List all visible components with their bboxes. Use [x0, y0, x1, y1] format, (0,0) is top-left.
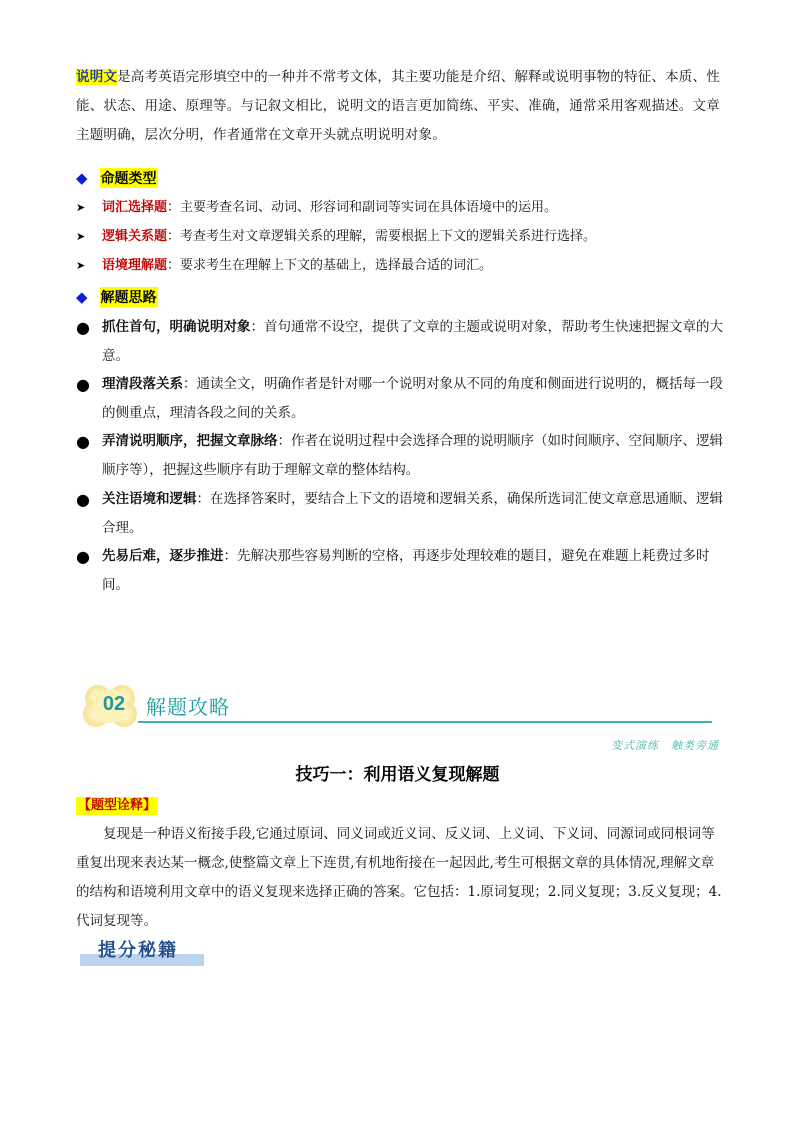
intro-paragraph [76, 63, 726, 150]
diamond-icon: ◆ [76, 168, 88, 187]
item-text: ：主要考查名词、动词、形容词和副词等实词在具体语境中的运用。 [167, 200, 558, 215]
diamond-icon: ◆ [76, 287, 88, 306]
skill-paragraph: 复现是一种语义衔接手段,它通过原词、同义词或近义词、反义词、上义词、下义词、同源词或同根词等重复出现来表达某一概念,使整篇文章上下连贯,有机地衔接在一起因此,考生可根据文章的具体情况,理解文章的结构和语境利用文章中的语义复现来选择正确的答案。它包括：1.原词复现；2.同义复现；3.反义复现；4.代词复现等。 [76, 826, 722, 929]
dot-bullet-icon: ● [76, 318, 90, 337]
list-item [76, 485, 726, 543]
secret-label-text: 提分秘籍 [98, 940, 178, 961]
item-key: 理清段落关系 [102, 376, 183, 392]
item-text: ：在选择答案时，要结合上下文的语境和逻辑关系，确保所选词汇使文章意思通顺、逻辑合理。 [102, 491, 723, 536]
item-text: ：要求考生在理解上下文的基础上，选择最合适的词汇。 [167, 258, 493, 273]
dot-bullet-icon: ● [76, 490, 90, 509]
item-key: 逻辑关系题 [102, 229, 168, 244]
list-item [76, 370, 726, 428]
item-key: 弄清说明顺序，把握文章脉络 [102, 433, 278, 449]
item-text: ：作者在说明过程中会选择合理的说明顺序（如时间顺序、空间顺序、逻辑顺序等），把握这些顺序有助于理解文章的整体结构。 [102, 433, 723, 478]
item-key: 关注语境和逻辑 [102, 491, 197, 507]
arrow-bullet-icon: ➤ [76, 201, 86, 214]
list-item [76, 227, 736, 247]
section-title: 命题类型 [100, 168, 158, 188]
item-text: ：首句通常不设空，提供了文章的主题或说明对象，帮助考生快速把握文章的大意。 [102, 319, 723, 364]
section-header-solving-ideas [76, 287, 158, 307]
item-key: 抓住首句，明确说明对象 [102, 319, 251, 335]
item-key: 词汇选择题 [102, 200, 168, 215]
item-key: 先易后难，逐步推进 [102, 548, 224, 564]
list-item [76, 256, 736, 276]
item-text: ：考查考生对文章逻辑关系的理解，需要根据上下文的逻辑关系进行选择。 [167, 229, 597, 244]
banner-title: 解题攻略 [146, 695, 230, 719]
section-title: 解题思路 [100, 287, 158, 307]
banner-divider [138, 721, 712, 723]
section-header-question-types [76, 168, 158, 188]
list-item [76, 542, 726, 600]
list-item [76, 313, 726, 371]
arrow-bullet-icon: ➤ [76, 230, 86, 243]
arrow-bullet-icon: ➤ [76, 259, 86, 272]
banner-tagline: 变式演练 触类旁通 [611, 739, 719, 752]
banner-number: 02 [102, 693, 126, 715]
item-text: ：通读全文，明确作者是针对哪一个说明对象从不同的角度和侧面进行说明的，概括每一段的侧重点，理清各段之间的关系。 [102, 376, 723, 421]
skill-title: 技巧一：利用语义复现解题 [295, 765, 500, 785]
intro-text: 是高考英语完形填空中的一种并不常考文体，其主要功能是介绍、解释或说明事物的特征、本质、性能、状态、用途、原理等。与记叙文相比，说明文的语言更加简练、平实、准确，通常采用客观描述。文章主题明确，层次分明，作者通常在文章开头就点明说明对象。 [76, 69, 720, 143]
list-item [76, 198, 736, 218]
dot-bullet-icon: ● [76, 432, 90, 451]
dot-bullet-icon: ● [76, 375, 90, 394]
dot-bullet-icon: ● [76, 547, 90, 566]
question-type-tag: 【题型诠释】 [78, 798, 157, 813]
intro-highlight: 说明文 [76, 69, 118, 85]
score-secret-label [80, 934, 204, 966]
item-text: ：先解决那些容易判断的空格，再逐步处理较难的题目，避免在难题上耗费过多时间。 [102, 548, 710, 593]
item-key: 语境理解题 [102, 258, 168, 273]
list-item [76, 427, 726, 485]
